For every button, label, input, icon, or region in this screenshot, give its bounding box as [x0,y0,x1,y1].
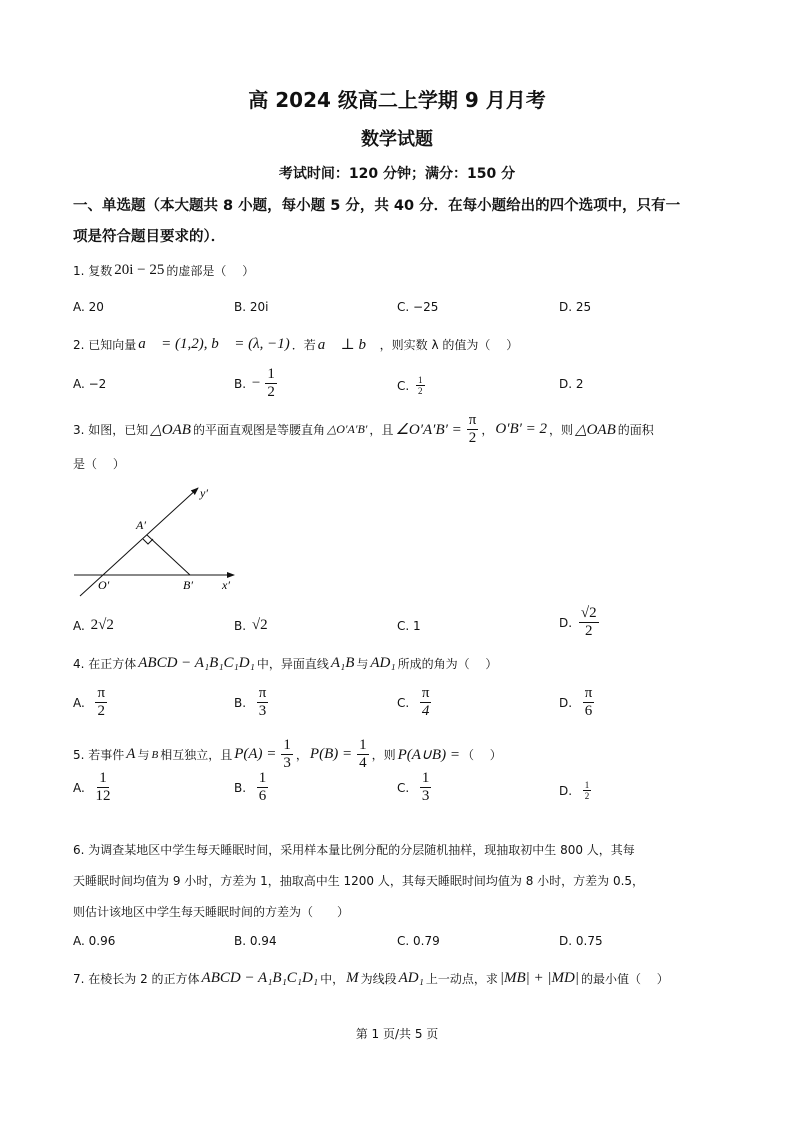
denominator: 4 [359,755,367,772]
q1-option-d[interactable]: D. 25 [559,300,592,314]
denominator: 2 [267,384,275,401]
q6-option-d[interactable]: D. 0.75 [559,934,603,948]
fraction [281,737,293,773]
q2-option-c[interactable] [397,375,428,397]
fraction [95,685,107,721]
page-footer: 第 1 页/共 5 页 [355,1027,439,1041]
section-heading: 一、单选题（本大题共 8 小题，每小题 5 分，共 40 分．在每小题给出的四个选项中，只有一 [73,198,681,214]
q3-option-b[interactable] [234,617,270,634]
exam-subject: 数学试题 [361,129,433,150]
fraction [257,685,269,721]
q4-option-b[interactable] [234,685,271,721]
denominator: 4 [421,703,430,720]
q6-option-a[interactable]: A. 0.96 [73,934,116,948]
q1-option-b[interactable]: B. 20i [234,300,269,314]
q4-text: 4. 在正方体 [73,657,137,671]
q6-option-b[interactable]: B. 0.94 [234,934,277,948]
y-label: y′ [200,486,208,500]
denominator: 2 [585,623,593,640]
q2-expr2: a⃗ ⊥ b⃗ [317,337,378,353]
denominator: 6 [258,788,267,805]
numerator: 1 [357,737,369,755]
denominator: 3 [421,788,430,805]
q1-option-c[interactable]: C. −25 [397,300,439,314]
numerator: π [95,685,107,703]
prob-b: P(B) = [309,746,353,763]
option-label: A. [73,780,85,795]
q2-option-a[interactable]: A. −2 [73,377,107,391]
q7-text-end: 的最小值（ ） [580,972,669,986]
minus-sign: − [251,375,261,392]
q3-triangle-prime: △O′A′B′ [326,422,368,437]
x-label: x′ [222,578,230,592]
q5-option-c[interactable] [397,770,434,806]
option-value: 2√2 [90,617,114,633]
exam-time-info: 考试时间：120 分钟；满分：150 分 [278,166,516,182]
q7-text: 7. 在棱长为 2 的正方体 [73,972,200,986]
q3-sep: ， [481,423,494,438]
exam-title: 高 2024 级高二上学期 9 月月考 [248,88,546,112]
fraction [95,770,110,806]
q3-text: 3. 如图，已知 [73,423,149,438]
q7-text-mid: 中， [320,972,345,986]
q2-text: 2. 已知向量 [73,338,137,352]
q4-option-c[interactable] [397,685,434,721]
q4-text-mid: 中，异面直线 [256,657,329,671]
option-value: √2 [251,617,268,633]
numerator: π [257,685,269,703]
q1-expr: 20i − 25 [114,262,165,278]
q2-option-d[interactable]: D. 2 [559,377,584,391]
option-label: A. [73,695,85,710]
numerator: 1 [418,375,423,385]
q5-text-mid: 与 [137,748,150,763]
prob-a: P(A) = [234,746,277,763]
q7-text-mid3: 上一动点，求 [425,972,498,986]
numerator: √2 [579,605,599,623]
question-1 [73,262,254,279]
fraction [416,375,425,397]
q1-text: 1. 复数 [73,264,113,278]
question-3 [73,412,654,448]
q5-option-a[interactable] [73,770,113,806]
section-heading-cont: 项是符合题目要求的）． [73,229,226,245]
q3-option-d[interactable] [559,605,602,641]
denominator: 12 [95,788,111,805]
question-6: 6. 为调查某地区中学生每天睡眠时间，采用样本量比例分配的分层随机抽样，现抽取初中生 800 人，其每 [73,843,635,857]
q7-expr: |MB| + |MD| [499,970,579,986]
q5-text-end: （ ） [461,748,502,763]
q3-text-end: 的面积 [617,423,654,438]
question-6-cont2: 则估计该地区中学生每天睡眠时间的方差为（ ） [73,905,350,919]
q3-text-mid: 的平面直观图是等腰直角 [192,423,325,438]
fraction [583,780,592,802]
q3-text-cont: 是（ ） [73,457,125,471]
o-label: O′ [98,578,110,592]
q5-text-mid2: 相互独立，且 [160,748,233,763]
denominator: 2 [584,791,590,802]
numerator: 1 [281,737,293,755]
q4-option-d[interactable] [559,685,597,721]
q3-angle: ∠O′A′B′ = [395,422,462,439]
q4-line1: A₁B [330,655,355,671]
question-5 [73,737,502,773]
question-7 [73,970,669,987]
numerator: π [583,685,595,703]
numerator: 1 [257,770,269,788]
q3-option-c[interactable]: C. 1 [397,619,421,633]
denominator: 6 [584,703,593,720]
q5-sep: ， [295,748,308,763]
q7-text-mid2: 为线段 [360,972,397,986]
fraction [583,685,595,721]
fraction [467,412,479,448]
denominator: 3 [283,755,291,772]
question-4 [73,655,497,672]
denominator: 2 [418,386,423,397]
numerator: 1 [584,780,590,790]
segment-ab [147,535,190,575]
numerator: 1 [97,770,109,788]
q7-cube: ABCD − A₁B₁C₁D₁ [201,970,319,986]
prob-union: P(A∪B) = [397,747,460,764]
option-label: B. [234,376,247,391]
q5-text-mid3: ，则 [371,748,396,763]
option-label: B. [234,695,247,710]
q2-text-mid: ．若 [291,338,316,352]
option-label: A. [73,618,85,633]
numerator: 1 [265,366,277,384]
q3-triangle-2: △OAB [575,422,616,439]
point-m: M [346,970,359,986]
option-label: B. [234,780,247,795]
option-label: D. [559,615,573,630]
denominator: 3 [258,703,267,720]
question-2 [73,335,518,354]
option-label: C. [397,780,410,795]
q3-length: O′B′ = 2 [495,421,548,438]
option-label: B. [234,618,247,633]
q4-option-a[interactable] [73,685,110,721]
fraction [420,770,432,806]
numerator: π [467,412,479,430]
q3-option-a[interactable] [73,617,116,634]
option-label: C. [397,695,410,710]
fraction [579,605,599,641]
fraction [420,685,432,721]
q2-expr: a⃗ = (1,2), b⃗ = (λ, −1) [138,336,290,352]
option-label: C. [397,378,410,393]
fraction [265,366,277,402]
question-6-cont: 天睡眠时间均值为 9 小时，方差为 1，抽取高中生 1200 人，其每天睡眠时间均值为 8 小时，方差为 0.5， [73,874,645,888]
a-label: A′ [136,518,146,532]
denominator: 2 [468,430,477,447]
q4-text-end: 所成的角为（ ） [397,657,498,671]
q6-option-c[interactable]: C. 0.79 [397,934,440,948]
q1-text-end: 的虚部是（ ） [166,264,255,278]
q3-triangle: △OAB [150,422,191,439]
q3-text-mid4: ，则 [549,423,574,438]
q7-segment: AD₁ [398,970,424,986]
q1-option-a[interactable]: A. 20 [73,300,104,314]
denominator: 2 [97,703,105,720]
numerator: 1 [420,770,432,788]
q4-line2: AD₁ [370,655,396,671]
q2-text-end: ，则实数 λ 的值为（ ） [379,338,519,352]
q2-option-b[interactable] [234,366,280,402]
fraction [257,770,269,806]
q3-text-mid2: ，且 [369,423,394,438]
event-a: A [126,746,136,763]
event-b: B [151,748,159,761]
q5-option-b[interactable] [234,770,271,806]
q4-cube: ABCD − A₁B₁C₁D₁ [138,655,255,671]
option-label: D. [559,695,573,710]
q4-text-mid2: 与 [356,657,369,671]
q5-option-d[interactable] [559,780,594,802]
q5-text: 5. 若事件 [73,748,125,763]
option-label: D. [559,783,573,798]
fraction [357,737,369,773]
b-label: B′ [183,578,193,592]
q3-figure [70,480,245,600]
numerator: π [420,685,432,703]
